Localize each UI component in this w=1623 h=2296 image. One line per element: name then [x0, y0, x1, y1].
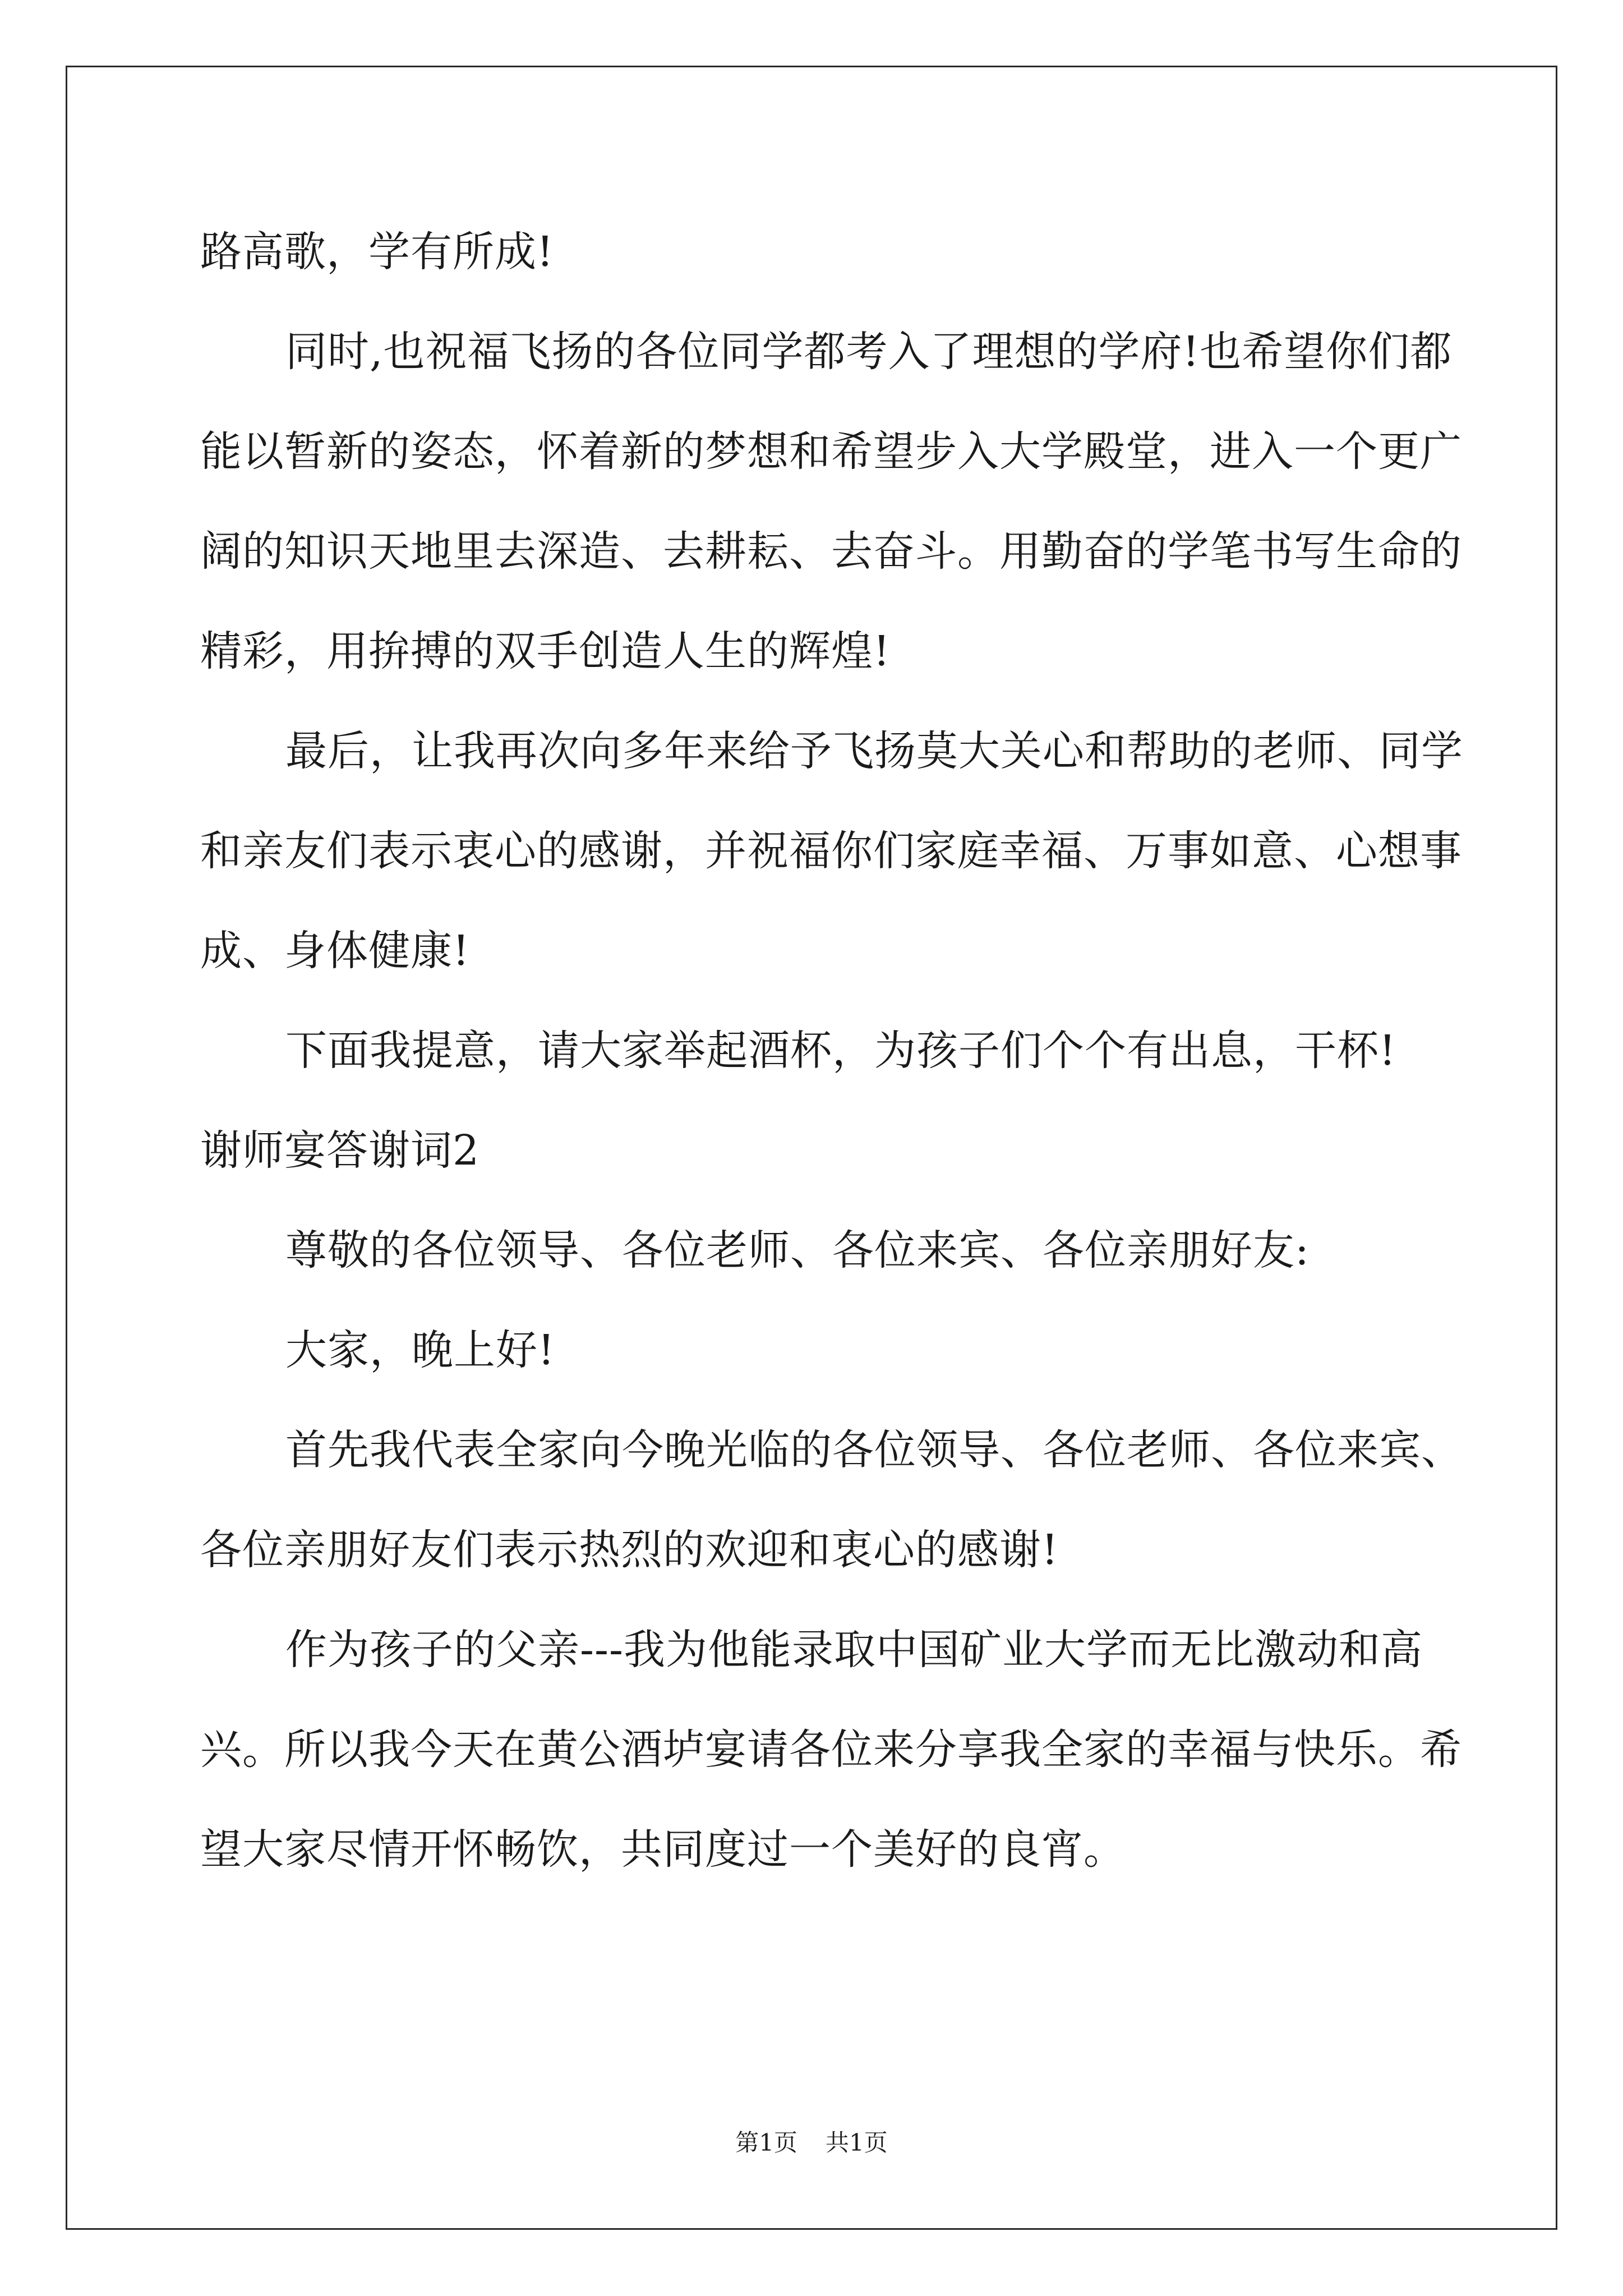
- text-line: 能以暂新的姿态，怀着新的梦想和希望步入大学殿堂，进入一个更广: [200, 427, 1462, 476]
- text-line: 最后，让我再次向多年来给予飞扬莫大关心和帮助的老师、同学: [285, 727, 1463, 775]
- text-line: 成、身体健康!: [200, 927, 470, 975]
- text-line: 兴。所以我今天在黄公酒垆宴请各位来分享我全家的幸福与快乐。希: [200, 1726, 1462, 1774]
- section-heading: 谢师宴答谢词2: [200, 1126, 480, 1175]
- page-footer: [0, 2126, 1623, 2160]
- greeting: 大家，晚上好!: [285, 1326, 555, 1374]
- text-line: 和亲友们表示衷心的感谢，并祝福你们家庭幸福、万事如意、心想事: [200, 827, 1462, 875]
- text-line: 路高歌，学有所成!: [200, 228, 554, 276]
- page-total: 共1页: [826, 2129, 888, 2156]
- text-line: 阔的知识天地里去深造、去耕耘、去奋斗。用勤奋的学笔书写生命的: [200, 527, 1462, 576]
- text-line: 作为孩子的父亲---我为他能录取中国矿业大学而无比激动和高: [285, 1626, 1423, 1674]
- text-line: 精彩，用拚搏的双手创造人生的辉煌!: [200, 627, 891, 675]
- page-number: 第1页: [735, 2129, 797, 2156]
- text-line: 望大家尽情开怀畅饮，共同度过一个美好的良宵。: [200, 1825, 1126, 1874]
- text-line: 各位亲朋好友们表示热烈的欢迎和衷心的感谢!: [200, 1526, 1059, 1574]
- text-line: 同时,也祝福飞扬的各位同学都考入了理想的学府!也希望你们都: [285, 328, 1453, 376]
- text-line: 首先我代表全家向今晚光临的各位领导、各位老师、各位来宾、: [285, 1426, 1463, 1474]
- text-line: 下面我提意，请大家举起酒杯，为孩子们个个有出息，干杯!: [285, 1027, 1396, 1075]
- document-body: [200, 202, 1463, 1899]
- salutation: 尊敬的各位领导、各位老师、各位来宾、各位亲朋好友:: [285, 1226, 1310, 1274]
